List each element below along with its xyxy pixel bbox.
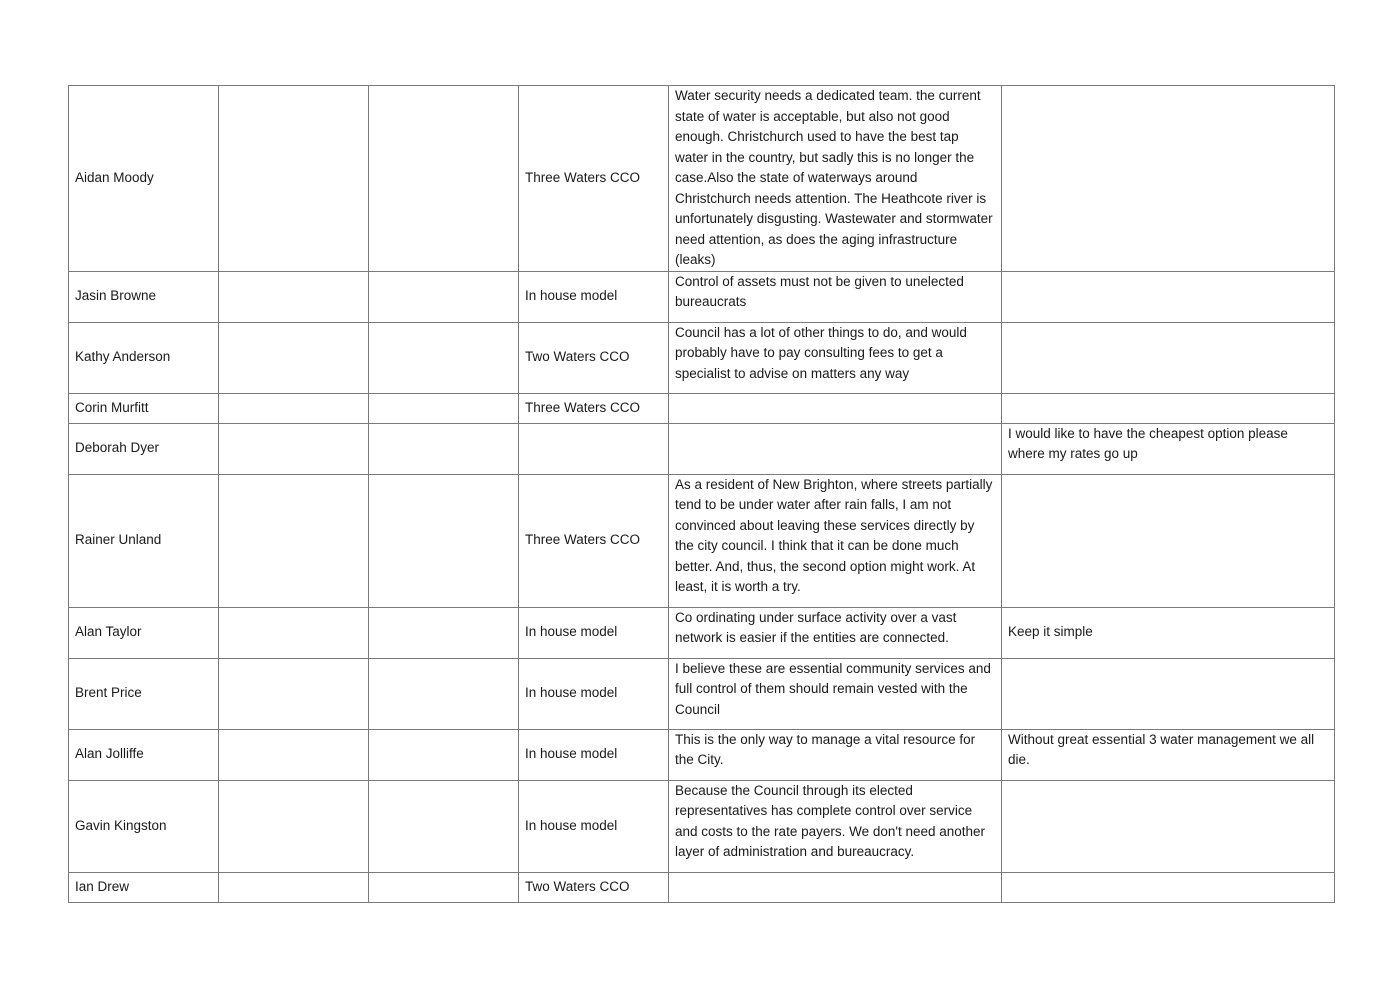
empty-cell [369,474,519,607]
preferred-model-cell: Three Waters CCO [519,86,669,272]
empty-cell [369,393,519,423]
submitter-name-cell: Alan Taylor [69,607,219,658]
empty-cell [369,872,519,902]
other-comments-cell [1002,393,1335,423]
table-row [69,607,1335,658]
other-comments-cell [1002,86,1335,272]
empty-cell [369,423,519,474]
empty-cell [369,607,519,658]
reason-cell: As a resident of New Brighton, where streets partially tend to be under water after rain falls, I am not convinced about leaving these services directly by the city council. I think that it can be done much better. And, thus, the second option might work. At least, it is worth a try. [669,474,1002,607]
empty-cell [369,729,519,780]
other-comments-cell [1002,658,1335,729]
preferred-model-cell: In house model [519,658,669,729]
empty-cell [219,729,369,780]
submitter-name-cell: Rainer Unland [69,474,219,607]
table-row [69,393,1335,423]
empty-cell [219,872,369,902]
preferred-model-cell: Two Waters CCO [519,872,669,902]
empty-cell [219,271,369,322]
empty-cell [219,86,369,272]
submitter-name-cell: Jasin Browne [69,271,219,322]
empty-cell [219,780,369,872]
preferred-model-cell: In house model [519,729,669,780]
preferred-model-cell: In house model [519,607,669,658]
table-row [69,780,1335,872]
table-row [69,86,1335,272]
other-comments-cell: Keep it simple [1002,607,1335,658]
empty-cell [219,474,369,607]
preferred-model-cell: In house model [519,780,669,872]
empty-cell [219,658,369,729]
reason-cell: I believe these are essential community services and full control of them should remain vested with the Council [669,658,1002,729]
table-row [69,423,1335,474]
other-comments-cell [1002,271,1335,322]
submissions-table [68,85,1335,903]
table-row [69,658,1335,729]
reason-cell [669,423,1002,474]
empty-cell [219,607,369,658]
empty-cell [219,423,369,474]
empty-cell [369,658,519,729]
empty-cell [219,393,369,423]
table-row [69,271,1335,322]
submitter-name-cell: Gavin Kingston [69,780,219,872]
preferred-model-cell: Three Waters CCO [519,393,669,423]
submitter-name-cell: Aidan Moody [69,86,219,272]
other-comments-cell [1002,872,1335,902]
reason-cell [669,872,1002,902]
empty-cell [369,86,519,272]
empty-cell [369,322,519,393]
other-comments-cell [1002,322,1335,393]
empty-cell [219,322,369,393]
submitter-name-cell: Alan Jolliffe [69,729,219,780]
reason-cell: Council has a lot of other things to do, and would probably have to pay consulting fees to get a specialist to advise on matters any way [669,322,1002,393]
submitter-name-cell: Kathy Anderson [69,322,219,393]
other-comments-cell [1002,780,1335,872]
reason-cell: Co ordinating under surface activity over a vast network is easier if the entities are connected. [669,607,1002,658]
submitter-name-cell: Corin Murfitt [69,393,219,423]
reason-cell: Water security needs a dedicated team. the current state of water is acceptable, but also not good enough. Christchurch used to have the best tap water in the country, but sadly this is no longer the case.Also the state of waterways around Christchurch needs attention. The Heathcote river is unfortunately disgusting. Wastewater and stormwater need attention, as does the aging infrastructure (leaks) [669,86,1002,272]
submitter-name-cell: Deborah Dyer [69,423,219,474]
table-row [69,872,1335,902]
reason-cell: Because the Council through its elected representatives has complete control over service and costs to the rate payers. We don't need another layer of administration and bureaucracy. [669,780,1002,872]
table-row [69,322,1335,393]
preferred-model-cell: Three Waters CCO [519,474,669,607]
other-comments-cell: Without great essential 3 water management we all die. [1002,729,1335,780]
other-comments-cell: I would like to have the cheapest option please where my rates go up [1002,423,1335,474]
table-row [69,729,1335,780]
reason-cell: This is the only way to manage a vital resource for the City. [669,729,1002,780]
submitter-name-cell: Ian Drew [69,872,219,902]
reason-cell: Control of assets must not be given to unelected bureaucrats [669,271,1002,322]
preferred-model-cell: In house model [519,271,669,322]
preferred-model-cell [519,423,669,474]
table-row [69,474,1335,607]
empty-cell [369,271,519,322]
preferred-model-cell: Two Waters CCO [519,322,669,393]
submitter-name-cell: Brent Price [69,658,219,729]
reason-cell [669,393,1002,423]
empty-cell [369,780,519,872]
other-comments-cell [1002,474,1335,607]
